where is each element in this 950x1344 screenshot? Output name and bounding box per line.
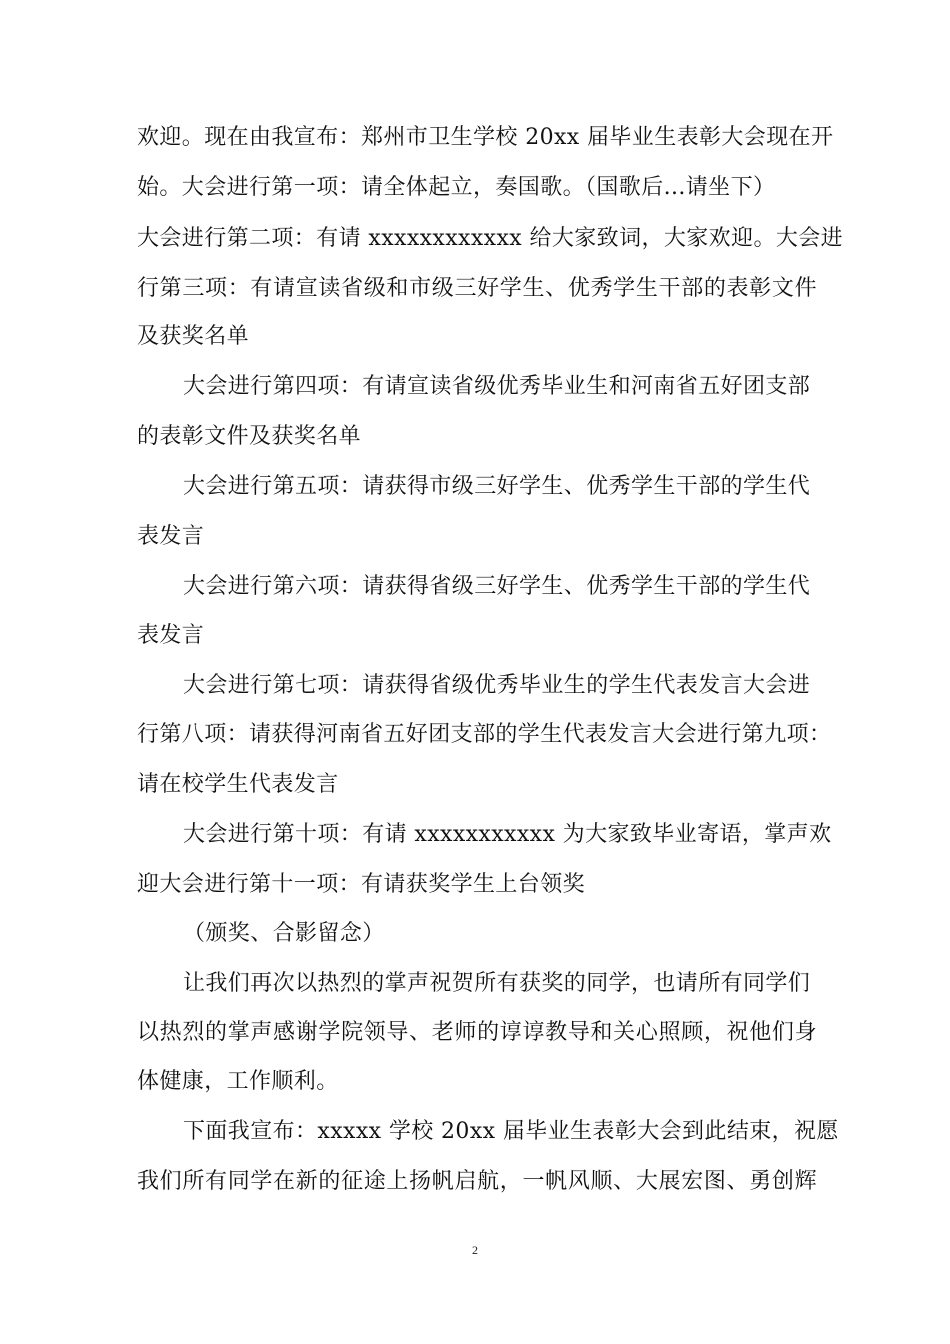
text-line: 我们所有同学在新的征途上扬帆启航，一帆风顺、大展宏图、勇创辉 — [137, 1169, 817, 1194]
text-line: 大会进行第四项：有请宣读省级优秀毕业生和河南省五好团支部 — [183, 374, 811, 399]
text-line: 行第八项：请获得河南省五好团支部的学生代表发言大会进行第九项： — [137, 722, 832, 747]
text-line: 请在校学生代表发言 — [137, 772, 339, 797]
text-line: 的表彰文件及获奖名单 — [137, 424, 362, 449]
page-number: 2 — [472, 1243, 478, 1257]
text-line: 行第三项：有请宣读省级和市级三好学生、优秀学生干部的表彰文件 — [137, 276, 817, 301]
text-line: 欢迎。现在由我宣布：郑州市卫生学校 20xx 届毕业生表彰大会现在开 — [137, 125, 834, 150]
text-line: 大会进行第五项：请获得市级三好学生、优秀学生干部的学生代 — [183, 474, 811, 499]
text-line: 始。大会进行第一项：请全体起立，奏国歌。（国歌后...请坐下） — [137, 175, 776, 200]
text-line: （颁奖、合影留念） — [183, 921, 385, 946]
text-line: 及获奖名单 — [137, 324, 250, 349]
text-line: 表发言 — [137, 623, 205, 648]
text-line: 体健康，工作顺利。 — [137, 1069, 339, 1094]
text-line: 大会进行第六项：请获得省级三好学生、优秀学生干部的学生代 — [183, 574, 811, 599]
text-line: 大会进行第二项：有请 xxxxxxxxxxxx 给大家致词，大家欢迎。大会进 — [137, 226, 844, 251]
text-line: 以热烈的掌声感谢学院领导、老师的谆谆教导和关心照顾，祝他们身 — [137, 1020, 817, 1045]
text-line: 大会进行第七项：请获得省级优秀毕业生的学生代表发言大会进 — [183, 673, 811, 698]
text-line: 表发言 — [137, 524, 205, 549]
text-line: 下面我宣布：xxxxx 学校 20xx 届毕业生表彰大会到此结束，祝愿 — [183, 1119, 839, 1144]
text-line: 大会进行第十项：有请 xxxxxxxxxxx 为大家致毕业寄语，掌声欢 — [183, 822, 832, 847]
text-line: 让我们再次以热烈的掌声祝贺所有获奖的同学，也请所有同学们 — [183, 971, 811, 996]
text-line: 迎大会进行第十一项：有请获奖学生上台领奖 — [137, 872, 586, 897]
